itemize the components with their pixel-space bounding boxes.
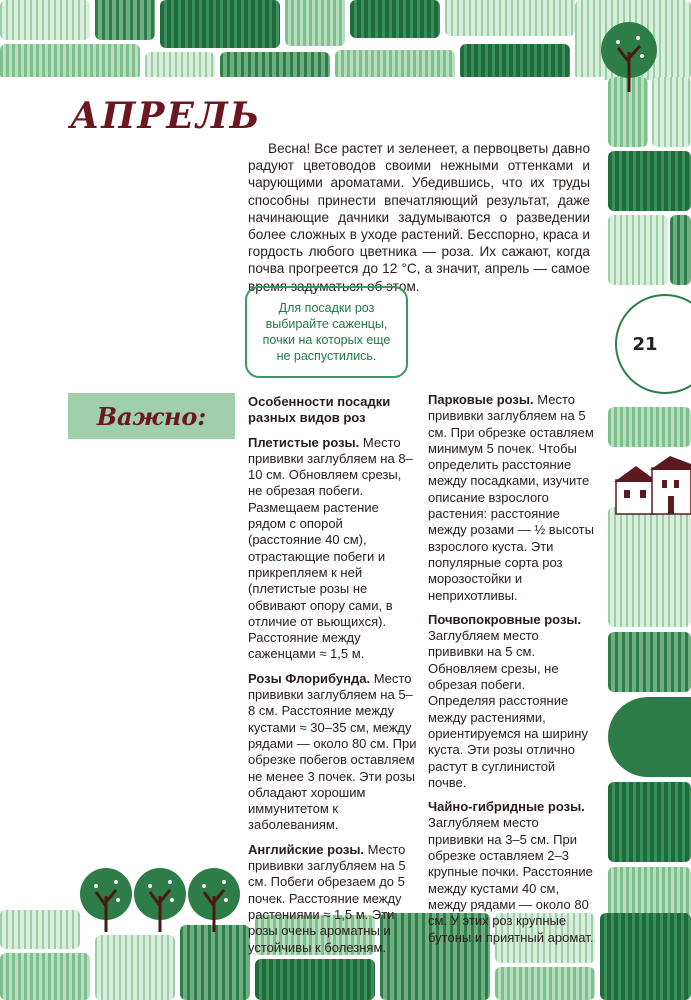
top-decor-band: [0, 0, 691, 80]
important-label-box: [68, 393, 235, 439]
tip-text: Для посадки роз выбирайте саженцы, почки на которых еще не распустились.: [262, 301, 391, 363]
tree-icon: [598, 22, 660, 94]
rose-type-item: Почвопокровные розы. Заглубляем место прививки на 5 см. Обновляем срезы, не обрезая побеги. Определяя расстояние между растениями, ориентируемся на ширину куста. Эти розы отлично растут в суглинистой почве.: [428, 611, 588, 790]
tree-icon: [78, 868, 134, 934]
rose-types-column-left: [248, 394, 418, 964]
intro-paragraph: Весна! Все растет и зеленеет, а первоцветы давно радуют цветоводов своими нежными оттенками и чарующими ароматами. Убедившись, что их труды способны принести впечатляющий результат, даже начинающие дачники задумываются о разведении более сложных в уходе растений. Бесспорно, краса и гордость любого цветника — роза. Их сажают, когда почва прогреется до 12 °С, а значит, апрель — самое время задуматься об этом.: [248, 141, 590, 294]
rose-type-item: Чайно-гибридные розы. Заглубляем место прививки на 3–5 см. При обрезке оставляем 2–3 крупные почки. Расстояние между кустами 40 см, между рядами — около 80 см. У этих роз крупные бутоны и приятный аромат.: [428, 799, 594, 945]
rose-type-item: Розы Флорибунда. Место прививки заглубляем на 5–8 см. Расстояние между кустами ≈ 30–35 см, между рядами — около 80 см. При обрезке побегов оставляем не менее 3 почек. Эти розы обладают хорошим иммунитетом к заболеваниям.: [248, 670, 417, 833]
tree-icon: [186, 868, 242, 934]
tree-icon: [132, 868, 188, 934]
rose-types-column-right: [428, 392, 594, 954]
page-title: АПРЕЛЬ: [70, 95, 262, 137]
page-number: 21: [632, 333, 658, 355]
section-title: Особенности посадки разных видов роз: [248, 394, 391, 426]
house-icon: [612, 452, 691, 522]
rose-type-item: Парковые розы. Место прививки заглубляем на 5 см. При обрезке оставляем минимум 5 почек. Чтобы определить расстояние между посадками, изучите описание взрослого растения: расстояние между розами — ½ высоты взрослого куста. Эти популярные сорта роз морозостойки и неприхотливы.: [428, 392, 594, 603]
rose-type-item: Плетистые розы. Место прививки заглубляем на 8–10 см. Обновляем срезы, не обрезая побеги. Размещаем растение рядом с опорой (расстояние 40 см), отрастающие побеги и прикрепляем к ней (плетистые розы не обвивают опору сами, в отличие от вьющихся). Расстояние между саженцами ≈ 1,5 м.: [248, 434, 413, 662]
important-label: Важно:: [96, 401, 207, 431]
tip-box: [245, 286, 408, 378]
rose-type-item: Английские розы. Место прививки заглубляем на 5 см. Побеги обрезаем до 5 почек. Расстояние между растениями ≈ 1,5 м. Эти розы очень ароматны и устойчивы к болезням.: [248, 841, 406, 955]
